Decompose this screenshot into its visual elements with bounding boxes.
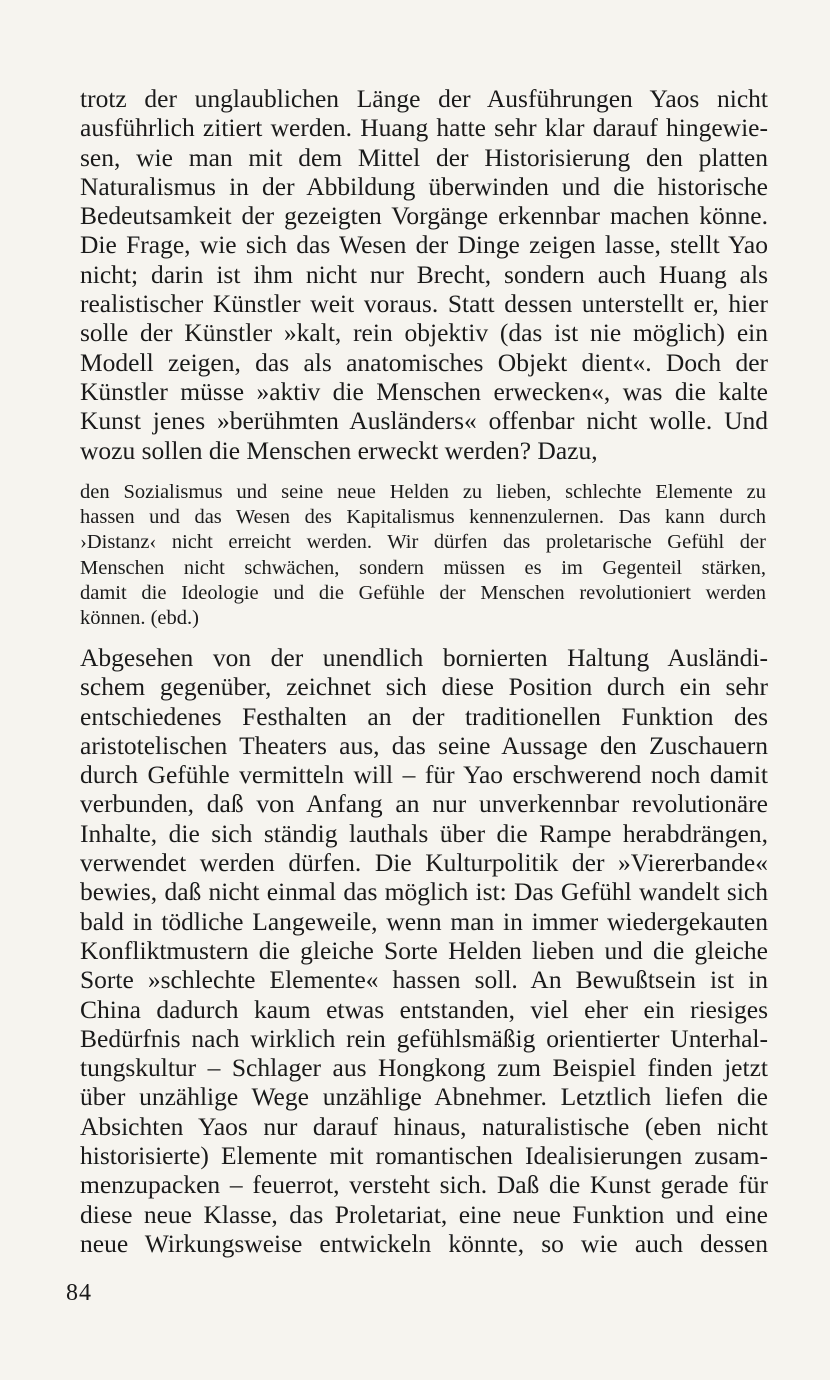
paragraph-2-line: entschiedenes Festhalten an der traditionellen Funktion des [80, 701, 768, 731]
paragraph-1-line: nicht; darin ist ihm nicht nur Brecht, sondern auch Huang als [80, 259, 768, 289]
paragraph-2-line: Sorte »schlechte Elemente« hassen soll. An Bewußtsein ist in [80, 965, 768, 995]
paragraph-2-line: verwendet werden dürfen. Die Kulturpolitik der »Viererbande« [80, 848, 768, 878]
paragraph-2-line: diese neue Klasse, das Proletariat, eine neue Funktion und eine [80, 1199, 768, 1229]
paragraph-1-line: wozu sollen die Menschen erweckt werden? Dazu, [80, 435, 598, 465]
paragraph-1-line: trotz der unglaublichen Länge der Ausführungen Yaos nicht [80, 84, 768, 113]
paragraph-1-line: Modell zeigen, das als anatomisches Objekt dient«. Doch der [80, 347, 768, 377]
paragraph-2-line: bald in tödliche Langeweile, wenn man in immer wiedergekauten [80, 906, 768, 936]
paragraph-2-line: durch Gefühle vermitteln will – für Yao erschwerend noch damit [80, 760, 768, 790]
paragraph-1-line: Kunst jenes »berühmten Ausländers« offenbar nicht wolle. Und [80, 406, 768, 436]
block-quote [80, 480, 766, 631]
paragraph-2-line: Bedürfnis nach wirklich rein gefühlsmäßig orientierter Unterhal- [80, 1023, 768, 1053]
paragraph-1-line: Künstler müsse »aktiv die Menschen erwecken«, was die kalte [80, 376, 768, 406]
paragraph-1-line: Bedeutsamkeit der gezeigten Vorgänge erkennbar machen könne. [80, 201, 768, 231]
paragraph-2-line: bewies, daß nicht einmal das möglich ist: Das Gefühl wandelt sich [80, 877, 768, 907]
paragraph-2-line: historisierte) Elemente mit romantischen Idealisierungen zusam- [80, 1141, 768, 1171]
paragraph-2-line: neue Wirkungsweise entwickeln könnte, so wie auch dessen [80, 1228, 768, 1258]
paragraph-1-line: sen, wie man mit dem Mittel der Historisierung den platten [80, 142, 768, 172]
paragraph-2-line: Absichten Yaos nur darauf hinaus, naturalistische (eben nicht [80, 1111, 768, 1141]
paragraph-1-line: realistischer Künstler weit voraus. Statt dessen unterstellt er, hier [80, 289, 768, 319]
quote-line: damit die Ideologie und die Gefühle der Menschen revolutioniert werden [80, 581, 766, 604]
quote-line: hassen und das Wesen des Kapitalismus kennenzulernen. Das kann durch [80, 506, 766, 529]
paragraph-2-line: tungskultur – Schlager aus Hongkong zum Beispiel finden jetzt [80, 1053, 768, 1083]
quote-line: Menschen nicht schwächen, sondern müssen es im Gegenteil stärken, [80, 556, 766, 579]
page-number: 84 [66, 1280, 92, 1306]
paragraph-2-line: menzupacken – feuerrot, versteht sich. Daß die Kunst gerade für [80, 1170, 768, 1200]
paragraph-1 [80, 84, 768, 465]
paragraph-2-line: aristotelischen Theaters aus, das seine Aussage den Zuschauern [80, 730, 768, 760]
quote-line: ›Distanz‹ nicht erreicht werden. Wir dürfen das proletarische Gefühl der [80, 531, 766, 554]
paragraph-2-line: über unzählige Wege unzählige Abnehmer. Letztlich liefen die [80, 1082, 768, 1112]
paragraph-2 [80, 643, 768, 1258]
paragraph-2-line: verbunden, daß von Anfang an nur unverkennbar revolutionäre [80, 789, 768, 819]
paragraph-2-line: China dadurch kaum etwas entstanden, viel eher ein riesiges [80, 994, 768, 1024]
paragraph-1-line: Die Frage, wie sich das Wesen der Dinge zeigen lasse, stellt Yao [80, 230, 768, 260]
paragraph-1-line: solle der Künstler »kalt, rein objektiv (das ist nie möglich) ein [80, 318, 768, 348]
paragraph-1-line: ausführlich zitiert werden. Huang hatte sehr klar darauf hingewie- [80, 113, 768, 143]
quote-line: können. (ebd.) [80, 607, 199, 630]
paragraph-2-line: Konfliktmustern die gleiche Sorte Helden lieben und die gleiche [80, 935, 768, 965]
quote-line: den Sozialismus und seine neue Helden zu lieben, schlechte Elemente zu [80, 481, 766, 503]
paragraph-2-line: schem gegenüber, zeichnet sich diese Position durch ein sehr [80, 672, 768, 702]
paragraph-2-line: Inhalte, die sich ständig lauthals über die Rampe herabdrängen, [80, 818, 768, 848]
paragraph-2-line: Abgesehen von der unendlich bornierten Haltung Ausländi- [80, 643, 768, 672]
paragraph-1-line: Naturalismus in der Abbildung überwinden und die historische [80, 171, 768, 201]
